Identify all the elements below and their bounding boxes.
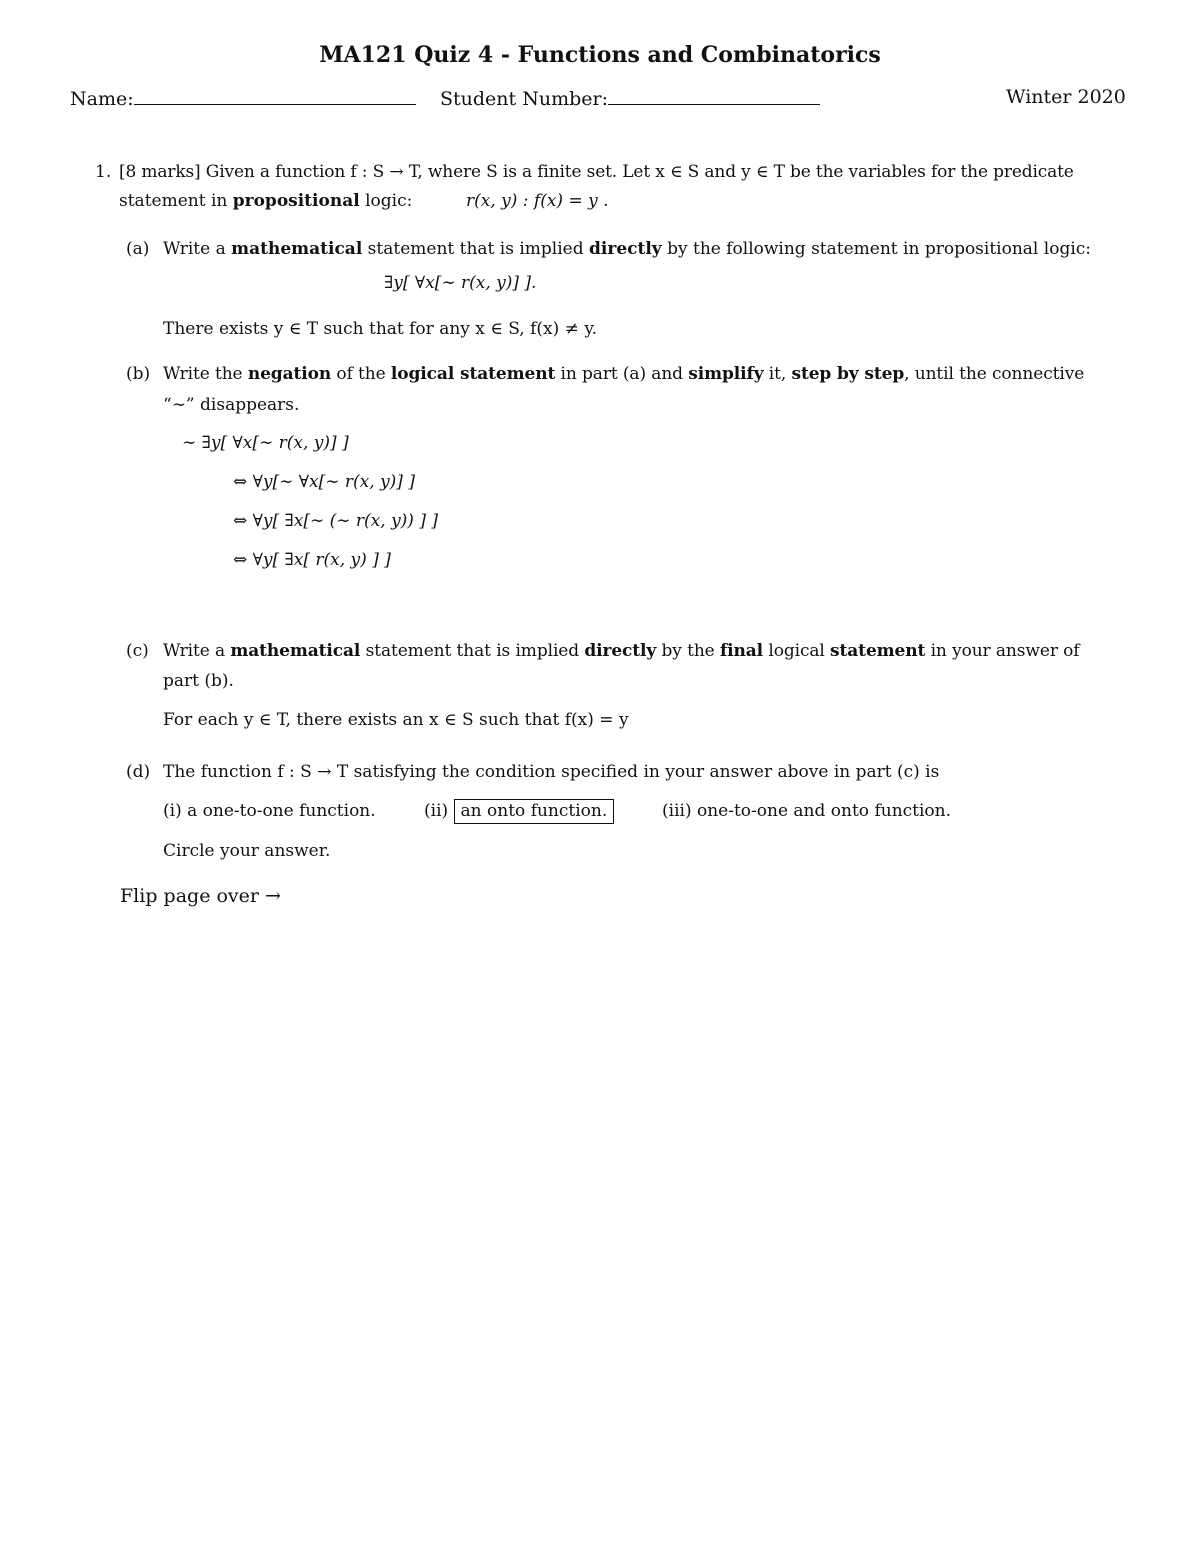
part-a-label: (a): [126, 239, 150, 259]
part-c-text-5: in your answer of: [925, 641, 1080, 661]
part-b-bold-step-by-step: step by step: [791, 364, 905, 384]
question-intro-line1: [8 marks] Given a function f : S → T, where S is a finite set. Let x ∈ S and y ∈ T be the variables for the predicate: [119, 162, 1074, 182]
page-title: MA121 Quiz 4 - Functions and Combinatorics: [319, 42, 881, 68]
part-a-bold-mathematical: mathematical: [231, 239, 363, 259]
part-b-text-5: , until the connective: [904, 364, 1085, 384]
part-b-question: [163, 364, 1084, 384]
part-d-label: (d): [126, 762, 151, 782]
part-b-text-4: it,: [763, 364, 792, 384]
part-a-answer: There exists y ∈ T such that for any x ∈ S, f(x) ≠ y.: [163, 319, 598, 339]
part-b-text-1: Write the: [163, 364, 248, 384]
part-b-bold-simplify: simplify: [688, 364, 764, 384]
name-label: Name:: [70, 88, 134, 110]
part-b-label: (b): [126, 364, 151, 384]
option-ii-label: (ii): [424, 801, 449, 821]
part-d-question: The function f : S → T satisfying the condition specified in your answer above in part (c) is: [163, 762, 940, 782]
intro-text: statement in: [119, 191, 233, 211]
part-a-text-1: Write a: [163, 239, 232, 259]
part-b-text-2: of the: [331, 364, 391, 384]
flip-page-note: Flip page over →: [120, 885, 281, 907]
part-c-bold-final: final: [719, 641, 764, 661]
part-d-option-iii[interactable]: (iii) one-to-one and onto function.: [662, 801, 952, 821]
part-a-text-3: by the following statement in propositional logic:: [661, 239, 1092, 259]
part-c-text-4: logical: [763, 641, 831, 661]
part-d-option-i[interactable]: (i) a one-to-one function.: [163, 801, 376, 821]
part-c-question-line2: part (b).: [163, 671, 234, 691]
part-c-text-2: statement that is implied: [360, 641, 585, 661]
name-field: [70, 86, 416, 110]
part-c-label: (c): [126, 641, 149, 661]
part-a-bold-directly: directly: [589, 239, 662, 259]
part-c-bold-directly: directly: [584, 641, 657, 661]
name-blank-line[interactable]: [134, 86, 416, 105]
student-number-blank-line[interactable]: [608, 86, 820, 105]
term-label: Winter 2020: [1006, 86, 1126, 108]
student-number-field: [440, 86, 820, 110]
predicate-definition: r(x, y) : f(x) = y .: [466, 191, 609, 211]
part-b-bold-logical-statement: logical statement: [390, 364, 556, 384]
selected-answer-box: an onto function.: [454, 799, 615, 824]
part-c-text-1: Write a: [163, 641, 231, 661]
intro-text-logic: logic:: [359, 191, 413, 211]
part-b-step-2: ⇔ ∀y[∼ ∀x[∼ r(x, y)] ]: [233, 472, 415, 492]
part-b-step-3: ⇔ ∀y[ ∃x[∼ (∼ r(x, y)) ] ]: [233, 511, 439, 531]
part-c-text-3: by the: [656, 641, 720, 661]
part-c-bold-statement: statement: [830, 641, 926, 661]
question-intro-line2: [119, 191, 412, 211]
part-b-text-3: in part (a) and: [555, 364, 689, 384]
intro-bold-propositional: propositional: [232, 191, 360, 211]
part-b-bold-negation: negation: [247, 364, 332, 384]
part-b-step-4: ⇔ ∀y[ ∃x[ r(x, y) ] ]: [233, 550, 391, 570]
question-number: 1.: [95, 162, 112, 182]
part-a-text-2: statement that is implied: [362, 239, 590, 259]
part-a-question: [163, 239, 1091, 259]
part-a-formula: ∃y[ ∀x[∼ r(x, y)] ].: [384, 273, 537, 293]
part-b-step-1: ∼ ∃y[ ∀x[∼ r(x, y)] ]: [182, 433, 349, 453]
part-c-bold-mathematical: mathematical: [230, 641, 361, 661]
part-c-question: [163, 641, 1079, 661]
part-d-option-ii[interactable]: [424, 801, 614, 821]
part-d-instruction: Circle your answer.: [163, 841, 331, 861]
student-number-label: Student Number:: [440, 88, 608, 110]
part-b-question-line2: “∼” disappears.: [163, 395, 300, 415]
part-c-answer: For each y ∈ T, there exists an x ∈ S such that f(x) = y: [163, 710, 629, 730]
